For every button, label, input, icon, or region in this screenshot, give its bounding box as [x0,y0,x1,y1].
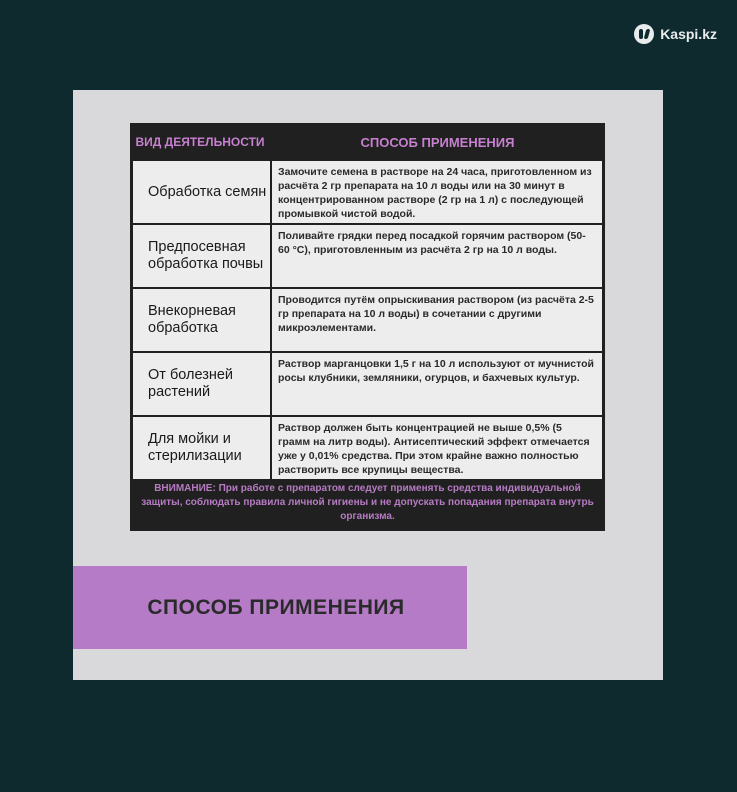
method-cell: Поливайте грядки перед посадкой горячим раствором (50-60 °С), приготовленным из расчёта 2 гр на 10 л воды. [272,225,602,287]
table-row [130,225,605,287]
watermark-text: Kaspi.kz [660,26,717,42]
method-cell: Раствор марганцовки 1,5 г на 10 л используют от мучнистой росы клубники, земляники, огурцов, и бахчевых культур. [272,353,602,415]
watermark [634,24,717,44]
table-row [130,353,605,415]
table-row [130,289,605,351]
method-cell: Проводится путём опрыскивания раствором (из расчёта 2-5 гр препарата на 10 л воды) в сочетании с другими микроэлементами. [272,289,602,351]
table-header [130,123,605,161]
title-band [73,566,467,649]
header-method: СПОСОБ ПРИМЕНЕНИЯ [360,134,515,150]
product-image-card [73,90,663,680]
activity-cell: Для мойки и стерилизации [133,417,270,479]
header-activity: ВИД ДЕЯТЕЛЬНОСТИ [135,134,265,149]
method-cell: Замочите семена в растворе на 24 часа, приготовленном из расчёта 2 гр препарата на 10 л воды или на 30 минут в концентрированном растворе (2 гр на 1 л) с последующей промывкой чистой водой. [272,161,602,223]
table-row [130,161,605,223]
table-row [130,417,605,479]
activity-cell: Внекорневая обработка [133,289,270,351]
warning-notice: ВНИМАНИЕ: При работе с препаратом следует применять средства индивидуальной защиты, соблюдать правила личной гигиены и не допускать попадания препарата внутрь организма. [141,483,594,522]
activity-cell: Предпосевная обработка почвы [133,225,270,287]
usage-table [130,123,605,531]
band-title: СПОСОБ ПРИМЕНЕНИЯ [147,595,405,619]
kaspi-logo-icon [634,24,654,44]
activity-cell: От болезней растений [133,353,270,415]
method-cell: Раствор должен быть концентрацией не выше 0,5% (5 грамм на литр воды). Антисептический эффект отмечается уже у 0,01% средства. При этом крайне важно полностью растворить все крупицы вещества. [272,417,602,479]
activity-cell: Обработка семян [133,161,270,223]
